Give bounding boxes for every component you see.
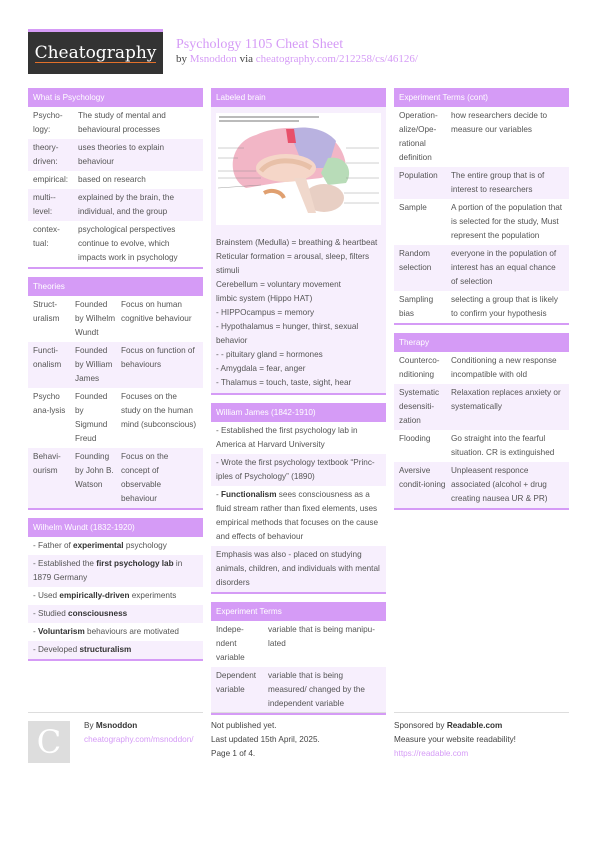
section-header: Theories (28, 277, 203, 296)
cheatography-logo[interactable] (28, 29, 163, 74)
list-item-text (33, 557, 198, 585)
author-avatar[interactable]: C (28, 721, 70, 763)
table-row (394, 245, 569, 291)
section-wilhelm-wundt (28, 518, 203, 661)
text-span: - (216, 490, 222, 499)
term-cell: Flooding (399, 434, 431, 443)
table-row (394, 291, 569, 323)
section-labeled-brain (211, 88, 386, 395)
definition-cell: Go straight into the fearful situation. CR is extinguished (451, 434, 555, 457)
author-url-link[interactable]: cheatography.com/msnoddon/ (84, 735, 194, 744)
section-header: Experiment Terms (cont) (394, 88, 569, 107)
brain-diagram (211, 107, 386, 233)
list-item (28, 537, 203, 555)
list-item (28, 555, 203, 587)
note-line: limbic system (Hippo HAT) (216, 294, 313, 303)
term-cell: Operation-alize/Ope-rational definition (399, 111, 438, 162)
table-row (394, 384, 569, 430)
bold-term: Voluntarism (38, 627, 85, 636)
sponsor-text: Measure your website readability! (394, 735, 516, 744)
list-item-text (216, 456, 381, 484)
term-cell: Functi-onalism (33, 346, 62, 369)
table-row (28, 171, 203, 189)
note-line: Brainstem (Medulla) = breathing & heartbeat (216, 238, 378, 247)
term-cell: contex-tual: (33, 225, 60, 248)
note-line: - Hypothalamus = hunger, thirst, sexual behavior (216, 322, 359, 345)
author-link[interactable]: Msnoddon (189, 53, 237, 65)
definition-cell: uses theories to explain behaviour (78, 143, 165, 166)
list-item (28, 587, 203, 605)
term-cell: Random selection (399, 249, 432, 272)
text-span: psychology (123, 541, 167, 550)
definition-cell: Focus on function of behaviours (121, 346, 195, 369)
list-item-text (33, 643, 131, 657)
page-number: Page 1 of 4. (211, 749, 256, 758)
definition-cell: everyone in the population of interest has an equal chance of selection (451, 249, 557, 286)
table-row (394, 199, 569, 245)
text-span: behaviours are motivated (84, 627, 179, 636)
term-cell: Struct-uralism (33, 300, 60, 323)
text-span: - Developed (33, 645, 80, 654)
table-row (28, 342, 203, 388)
definition-cell: how researchers decide to measure our variables (451, 111, 548, 134)
term-cell: Counterco-nditioning (399, 356, 440, 379)
section-table (394, 352, 569, 508)
logo-text: Cheatography (34, 42, 157, 63)
term-cell: Systematic desensiti-zation (399, 388, 440, 425)
definition-cell: Unpleasent responce associated (alcohol + drug creating nausea UR & PR) (451, 466, 548, 503)
section-table (394, 107, 569, 323)
list-item (211, 546, 386, 592)
section-table (211, 621, 386, 713)
bold-term: Functionalism (221, 490, 277, 499)
term-cell: multi--level: (33, 193, 56, 216)
definition-cell: Founded by William James (75, 346, 113, 383)
section-william-james (211, 403, 386, 594)
note-line: - - pituitary gland = hormones (216, 350, 323, 359)
sponsor-label: Sponsored by (394, 721, 445, 730)
text-span: - Studied (33, 609, 69, 618)
brain-image (216, 113, 381, 225)
sponsor-name[interactable]: Readable.com (446, 721, 503, 730)
section-header: Labeled brain (211, 88, 386, 107)
definition-cell: The entire group that is of interest to researchers (451, 171, 545, 194)
sheet-url-link[interactable]: cheatography.com/212258/cs/46126/ (255, 53, 418, 65)
list-item (211, 454, 386, 486)
term-cell: Dependent variable (216, 671, 257, 694)
term-cell: Aversive condit-ioning (399, 466, 446, 489)
section-experiment-terms-cont (394, 88, 569, 325)
table-row (211, 621, 386, 667)
note-line: - Amygdala = fear, anger (216, 364, 306, 373)
term-cell: Behavi-ourism (33, 452, 61, 475)
text-span: in 1879 Germany (33, 559, 183, 582)
list-item-text (216, 488, 381, 544)
bold-term: experimental (73, 541, 124, 550)
definition-cell: Founding by John B. Watson (75, 452, 114, 489)
term-cell: Indepe-ndent variable (216, 625, 245, 662)
term-cell: Psycho ana-lysis (33, 392, 66, 415)
author-name[interactable]: Msnoddon (95, 721, 138, 730)
table-row (28, 448, 203, 508)
section-what-is-psychology (28, 88, 203, 269)
table-row (28, 296, 203, 342)
definition-cell: Relaxation replaces anxiety or systematically (451, 388, 561, 411)
definition-cell: based on research (78, 175, 146, 184)
list-item (28, 623, 203, 641)
table-row (394, 107, 569, 167)
list-item-text (33, 607, 127, 621)
footer-sponsor (394, 712, 569, 761)
note-line: - Thalamus = touch, taste, sight, hear (216, 378, 352, 387)
section-theories (28, 277, 203, 510)
note-line: Cerebellum = voluntary movement (216, 280, 341, 289)
column-1 (28, 88, 203, 669)
definition-cell: Focus on the concept of observable behaviour (121, 452, 169, 503)
bold-term: structuralism (79, 645, 132, 654)
definition-cell: The study of mental and behavioural processes (78, 111, 166, 134)
text-span: - Established the (33, 559, 97, 568)
section-header: Wilhelm Wundt (1832-1920) (28, 518, 203, 537)
definition-cell: explained by the brain, the individual, and the group (78, 193, 175, 216)
definition-cell: Focus on human cognitive behaviour (121, 300, 192, 323)
footer-status (211, 712, 386, 761)
list-item (211, 486, 386, 546)
note-line: Reticular formation = arousal, sleep, filters stimuli (216, 252, 370, 275)
definition-cell: selecting a group that is likely to confirm your hypothesis (451, 295, 558, 318)
list-item-text (33, 625, 179, 639)
table-row (28, 189, 203, 221)
term-cell: empirical: (33, 175, 69, 184)
table-row (394, 430, 569, 462)
list-item-text (216, 424, 381, 452)
table-row (394, 167, 569, 199)
note-line: - HIPPOcampus = memory (216, 308, 315, 317)
text-span: experiments (129, 591, 177, 600)
text-span: sees consciousness as a fluid stream rather than fixed elements, uses empirical methods that focuses on the cause and effects of behaviour (216, 490, 379, 541)
section-table (28, 107, 203, 267)
text-span: - Wrote the first psychology textbook “Princ-iples of Psychology” (1890) (216, 458, 375, 481)
term-cell: Sample (399, 203, 427, 212)
text-span: - Used (33, 591, 60, 600)
definition-cell: psychological perspectives continue to evolve, which impacts work in psychology (78, 225, 178, 262)
section-header: Experiment Terms (211, 602, 386, 621)
sponsor-url-link[interactable]: https://readable.com (394, 749, 469, 758)
list-item-text (33, 589, 176, 603)
text-span: - Father of (33, 541, 74, 550)
section-header: Therapy (394, 333, 569, 352)
list-item (28, 605, 203, 623)
byline (176, 53, 418, 65)
column-3 (394, 88, 569, 518)
table-row (28, 107, 203, 139)
footer-author (28, 712, 203, 772)
column-2 (211, 88, 386, 723)
bold-term: consciousness (68, 609, 128, 618)
definition-cell: Founded by Sigmund Freud (75, 392, 108, 443)
section-list (211, 422, 386, 592)
term-cell: Psycho-logy: (33, 111, 63, 134)
brain-notes (211, 233, 386, 393)
definition-cell: Focuses on the study on the human mind (subconscious) (121, 392, 197, 429)
list-item (28, 641, 203, 659)
publish-status: Not published yet. (211, 721, 277, 730)
bold-term: first psychology lab (96, 559, 174, 568)
by-label: By (84, 721, 94, 730)
definition-cell: variable that is being manipu-lated (268, 625, 375, 648)
list-item-text (216, 548, 381, 590)
definition-cell: variable that is being measured/ changed by the independent variable (268, 671, 365, 708)
bold-term: empirically-driven (59, 591, 130, 600)
definition-cell: Founded by Wilhelm Wundt (75, 300, 116, 337)
table-row (28, 388, 203, 448)
table-row (394, 462, 569, 508)
table-row (28, 221, 203, 267)
by-label: by (176, 53, 187, 65)
term-cell: Population (399, 171, 438, 180)
list-item (211, 422, 386, 454)
table-row (211, 667, 386, 713)
section-list (28, 537, 203, 659)
section-experiment-terms (211, 602, 386, 715)
term-cell: Sampling bias (399, 295, 434, 318)
page-title: Psychology 1105 Cheat Sheet (176, 37, 344, 52)
text-span: - Established the first psychology lab in America at Harvard University (216, 426, 358, 449)
term-cell: theory-driven: (33, 143, 59, 166)
section-therapy (394, 333, 569, 510)
definition-cell: Conditioning a new response incompatible with old (451, 356, 557, 379)
text-span: Emphasis was also - placed on studying animals, children, and individuals with mental disorders (216, 550, 380, 587)
table-row (28, 139, 203, 171)
list-item-text (33, 539, 167, 553)
section-table (28, 296, 203, 508)
table-row (394, 352, 569, 384)
last-updated: Last updated 15th April, 2025. (211, 735, 320, 744)
definition-cell: A portion of the population that is selected for the study, Must represent the population (451, 203, 563, 240)
section-header: What is Psychology (28, 88, 203, 107)
text-span: - (33, 627, 39, 636)
via-label: via (239, 53, 254, 65)
section-header: William James (1842-1910) (211, 403, 386, 422)
